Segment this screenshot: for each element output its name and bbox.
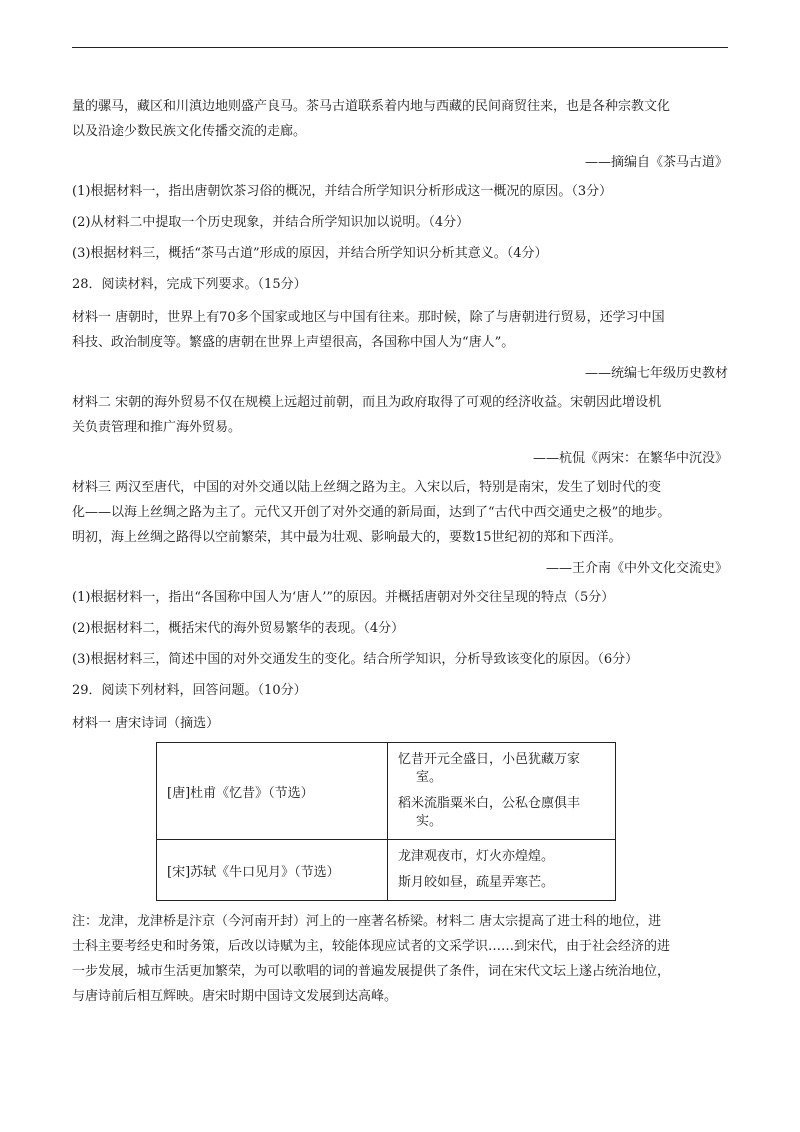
poem-line-part: 稻米流脂粟米白，公私仓廪俱丰 bbox=[398, 796, 581, 811]
source-citation: ——杭侃《两宋：在繁华中沉没》 bbox=[532, 451, 728, 466]
table-row bbox=[157, 743, 616, 840]
poem-table bbox=[156, 742, 616, 901]
material-29-1-title: 材料一 唐宋诗词（摘选） bbox=[72, 716, 220, 731]
note-line: 与唐诗前后相互辉映。唐宋时期中国诗文发展到达高峰。 bbox=[72, 989, 398, 1004]
material-1-line: 材料一 唐朝时，世界上有70多个国家或地区与中国有往来。那时候，除了与唐朝进行贸易，还学习中国 bbox=[72, 310, 665, 325]
header-rule bbox=[72, 47, 728, 48]
paragraph-line: 以及沿途少数民族文化传播交流的走廊。 bbox=[72, 124, 307, 139]
note-line: 注：龙津，龙津桥是汴京（今河南开封）河上的一座著名桥梁。材料二 唐太宗提高了进士科的地位，进 bbox=[72, 914, 662, 929]
poem-line bbox=[398, 795, 605, 831]
question-28-2: (2)根据材料二，概括宋代的海外贸易繁华的表现。（4分） bbox=[72, 621, 405, 636]
note-line: 一步发展，城市生活更加繁荣，为可以歌唱的词的普遍发展提供了条件，词在宋代文坛上遂占统治地位， bbox=[72, 964, 671, 979]
poem-line bbox=[398, 751, 605, 787]
poem-author-cell: [唐]杜甫《忆昔》（节选） bbox=[157, 743, 388, 840]
poem-text-cell bbox=[388, 840, 616, 901]
material-2-line: 关负责管理和推广海外贸易。 bbox=[72, 420, 242, 435]
material-3-line: 化——以海上丝绸之路为主了。元代又开创了对外交通的新局面，达到了“古代中西交通史之极”的地步。 bbox=[72, 505, 671, 520]
poem-line: 龙津观夜市，灯火亦煌煌。 bbox=[398, 849, 555, 864]
source-citation: ——统编七年级历史教材 bbox=[584, 366, 728, 381]
question-28-1: (1)根据材料一，指出“各国称中国人为‘唐人’”的原因。并概括唐朝对外交往呈现的特点（5分） bbox=[72, 590, 615, 605]
source-citation: ——王介南《中外文化交流史》 bbox=[545, 561, 728, 576]
material-3-line: 材料三 两汉至唐代，中国的对外交通以陆上丝绸之路为主。入宋以后，特别是南宋，发生了划时代的变 bbox=[72, 480, 662, 495]
question-29-heading: 29．阅读下列材料，回答问题。（10分） bbox=[72, 683, 307, 698]
poem-text-cell bbox=[388, 743, 616, 840]
material-2-line: 材料二 宋朝的海外贸易不仅在规模上远超过前朝，而且为政府取得了可观的经济收益。宋朝因此增设机 bbox=[72, 395, 662, 410]
question-28-3: (3)根据材料三，简述中国的对外交通发生的变化。结合所学知识，分析导致该变化的原因。（6分） bbox=[72, 652, 639, 667]
note-line: 士科主要考经史和时务策，后改以诗赋为主，较能体现应试者的文采学识……到宋代，由于社会经济的进 bbox=[72, 939, 671, 954]
material-3-line: 明初，海上丝绸之路得以空前繁荣，其中最为壮观、影响最大的，要数15世纪初的郑和下西洋。 bbox=[72, 530, 622, 545]
poem-line-part: 室。 bbox=[416, 770, 443, 785]
poem-line-part: 忆昔开元全盛日，小邑犹藏万家 bbox=[398, 752, 581, 767]
page-content bbox=[72, 94, 728, 1015]
poem-author-cell: [宋]苏轼《牛口见月》（节选） bbox=[157, 840, 388, 901]
poem-line: 斯月皎如昼，疏星弄寒芒。 bbox=[398, 875, 555, 890]
poem-line-part: 实。 bbox=[416, 814, 443, 829]
question-3: (3)根据材料三，概括“茶马古道”形成的原因，并结合所学知识分析其意义。（4分） bbox=[72, 246, 548, 261]
source-citation: ——摘编自《茶马古道》 bbox=[584, 155, 728, 170]
question-2: (2)从材料二中提取一个历史现象，并结合所学知识加以说明。（4分） bbox=[72, 215, 470, 230]
material-1-line: 科技、政治制度等。繁盛的唐朝在世界上声望很高，各国称中国人为“唐人”。 bbox=[72, 335, 515, 350]
paragraph-line: 量的骡马，藏区和川滇边地则盛产良马。茶马古道联系着内地与西藏的民间商贸往来，也是各种宗教文化 bbox=[72, 99, 671, 114]
table-row bbox=[157, 840, 616, 901]
question-1: (1)根据材料一，指出唐朝饮茶习俗的概况，并结合所学知识分析形成这一概况的原因。（3分） bbox=[72, 184, 613, 199]
question-28-heading: 28．阅读材料，完成下列要求。（15分） bbox=[72, 277, 307, 292]
